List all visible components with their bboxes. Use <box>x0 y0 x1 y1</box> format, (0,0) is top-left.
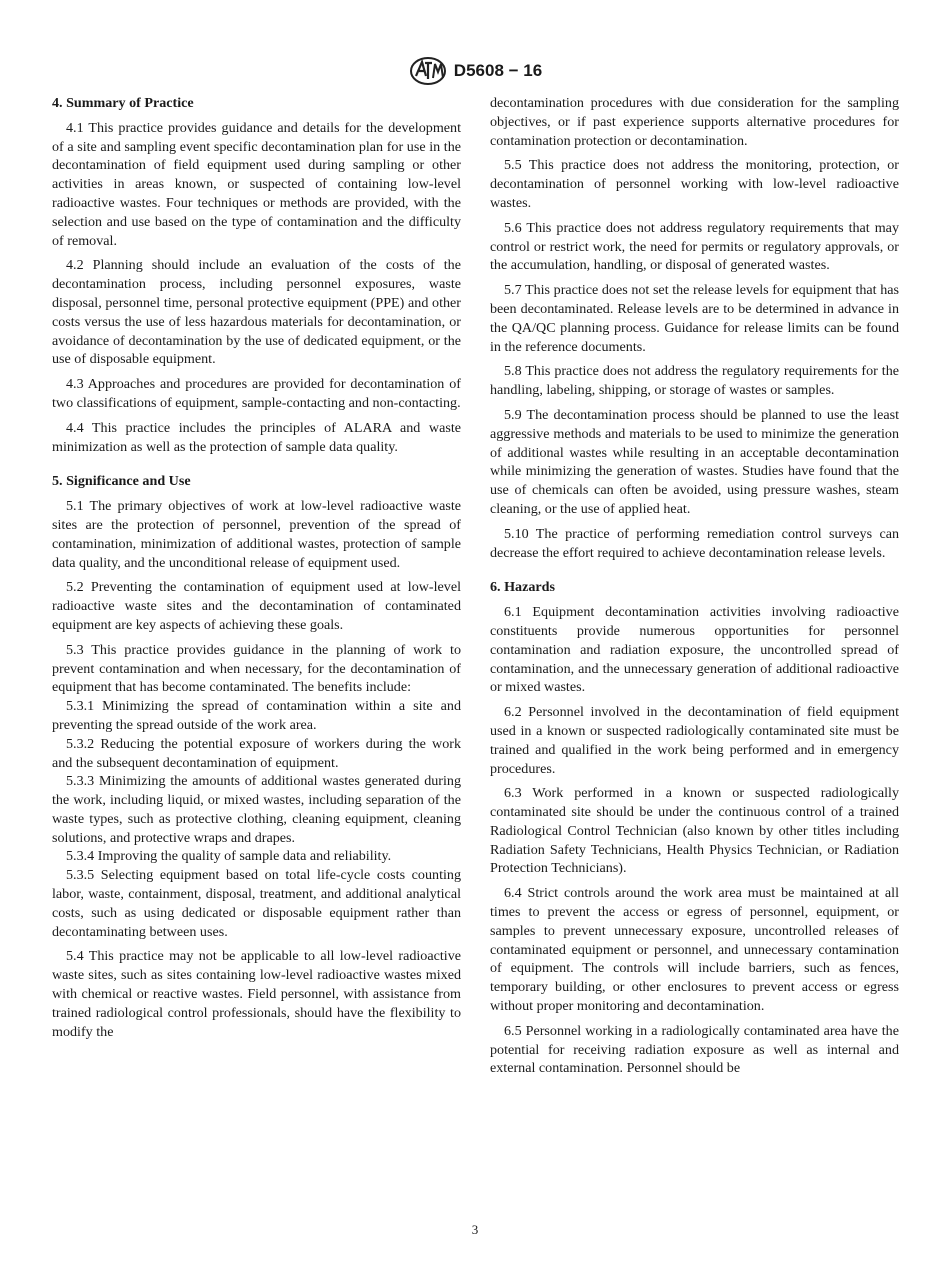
paragraph: 6.3 Work performed in a known or suspected radiologically contaminated site should be under the continuous control of a trained Radiological Control Technician (also known by other titles including Radiation Safety Technicians, Health Physics Technician, or Radiation Protection Technicians). <box>490 785 899 877</box>
left-column <box>52 94 461 1047</box>
paragraph: 6.4 Strict controls around the work area must be maintained at all times to prevent the access or egress of personnel, equipment, or samples to prevent unnecessary exposure, uncontrolled releases of contaminated equipment or personnel, and unnecessary contamination of equipment. The controls will include barriers, such as fences, temporary building, or other enclosures to prevent access or egress without proper monitoring and decontamination. <box>490 885 899 1015</box>
paragraph: 6.5 Personnel working in a radiologically contaminated area have the potential for receiving radiation exposure as well as internal and external contamination. Personnel should be <box>490 1022 899 1077</box>
paragraph: 4.2 Planning should include an evaluation of the costs of the decontamination process, including personnel exposures, waste disposal, personnel time, personal protective equipment (PPE) and other costs versus the use of less hazardous materials for decontamination, or avoidance of decontamination by the use of dedicated equipment, or the use of disposable equipment. <box>52 257 461 368</box>
paragraph: 5.7 This practice does not set the release levels for equipment that has been decontaminated. Release levels are to be determined in advance in the QA/QC planning process. Guidance for release limits can be found in the reference documents. <box>490 282 899 355</box>
page-header <box>0 56 950 91</box>
astm-logo-icon <box>408 56 448 86</box>
paragraph: 6.1 Equipment decontamination activities involving radioactive constituents provide numerous opportunities for personnel contamination and radiation exposure, the uncontrolled spread of contamination, and the unnecessary generation of additional radioactive or mixed wastes. <box>490 604 899 696</box>
paragraph: 4.1 This practice provides guidance and details for the development of a site and sampling event specific decontamination plan for use in the decontamination of field equipment used during sampling or other activities in areas known, or suspected of containing low-level radioactive wastes. Four techniques or methods are provided, with the selection and use based on the type of contamination and the difficulty of removal. <box>52 119 461 249</box>
document-designation: D5608 − 16 <box>453 61 543 80</box>
paragraph: 5.10 The practice of performing remediation control surveys can decrease the effort required to achieve decontamination release levels. <box>490 525 899 561</box>
section-heading: 4. Summary of Practice <box>52 95 194 111</box>
paragraph: 5.2 Preventing the contamination of equipment used at low-level radioactive waste sites and the decontamination of contaminated equipment are key aspects of achieving these goals. <box>52 579 461 633</box>
section-heading: 5. Significance and Use <box>52 473 191 490</box>
paragraph: 5.4 This practice may not be applicable to all low-level radioactive waste sites, such as sites containing low-level radioactive wastes mixed with chemical or reactive wastes. Field personnel, with assistance from trained radiological control professionals, should have the flexibility to modify the <box>52 948 461 1040</box>
paragraph: 5.8 This practice does not address the regulatory requirements for the handling, labeling, shipping, or storage of wastes or samples. <box>490 363 899 399</box>
paragraph: 5.9 The decontamination process should be planned to use the least aggressive methods and materials to be used to minimize the generation of additional wastes while resulting in an acceptable decontamination while minimizing the generation of wastes. Studies have found that the use of chemicals can often be avoided, using pressure washes, steam cleaning, or the use of applied heat. <box>490 406 899 517</box>
page-number: 3 <box>471 1222 479 1237</box>
paragraph: 5.3.4 Improving the quality of sample data and reliability. <box>66 848 392 865</box>
paragraph: 4.3 Approaches and procedures are provided for decontamination of two classifications of equipment, sample-contacting and non-contacting. <box>52 376 461 411</box>
section-heading: 6. Hazards <box>490 579 555 596</box>
paragraph: 4.4 This practice includes the principles of ALARA and waste minimization as well as the protection of sample data quality. <box>52 419 461 455</box>
paragraph: 5.3.3 Minimizing the amounts of additional wastes generated during the work, including liquid, or mixed wastes, including separation of the waste types, such as protective clothing, cleaning equipment, cleaning solutions, and protective wraps and drapes. <box>52 773 461 846</box>
paragraph: 5.3.2 Reducing the potential exposure of workers during the work and the subsequent decontamination of equipment. <box>52 735 461 771</box>
paragraph: 5.6 This practice does not address regulatory requirements that may control or restrict work, the need for permits or regulatory approvals, or the accumulation, handling, or disposal of generated wastes. <box>490 219 899 274</box>
right-column <box>490 94 899 1084</box>
paragraph: 6.2 Personnel involved in the decontamination of field equipment used in a known or suspected radiologically contaminated site must be trained and qualified in the work being performed and in emergency procedures. <box>490 704 899 777</box>
paragraph: 5.1 The primary objectives of work at low-level radioactive waste sites are the protection of personnel, prevention of the spread of contamination, minimization of additional wastes, protection of sample data quality, and the unconditional release of equipment used. <box>52 498 461 571</box>
paragraph: 5.3.1 Minimizing the spread of contamination within a site and preventing the spread outside of the work area. <box>52 698 461 733</box>
paragraph: decontamination procedures with due consideration for the sampling objectives, or if past experience supports alternative procedures for contamination protection or decontamination. <box>490 95 899 149</box>
paragraph: 5.3.5 Selecting equipment based on total life-cycle costs counting labor, waste, containment, disposal, treatment, and additional analytical costs, such as using dedicated or disposable equipment rather than decontaminating between uses. <box>52 867 461 940</box>
paragraph: 5.5 This practice does not address the monitoring, protection, or decontamination of personnel working with low-level radioactive wastes. <box>490 157 899 211</box>
paragraph: 5.3 This practice provides guidance in the planning of work to prevent contamination and when necessary, for the decontamination of equipment that has become contaminated. The benefits include: <box>52 641 461 696</box>
